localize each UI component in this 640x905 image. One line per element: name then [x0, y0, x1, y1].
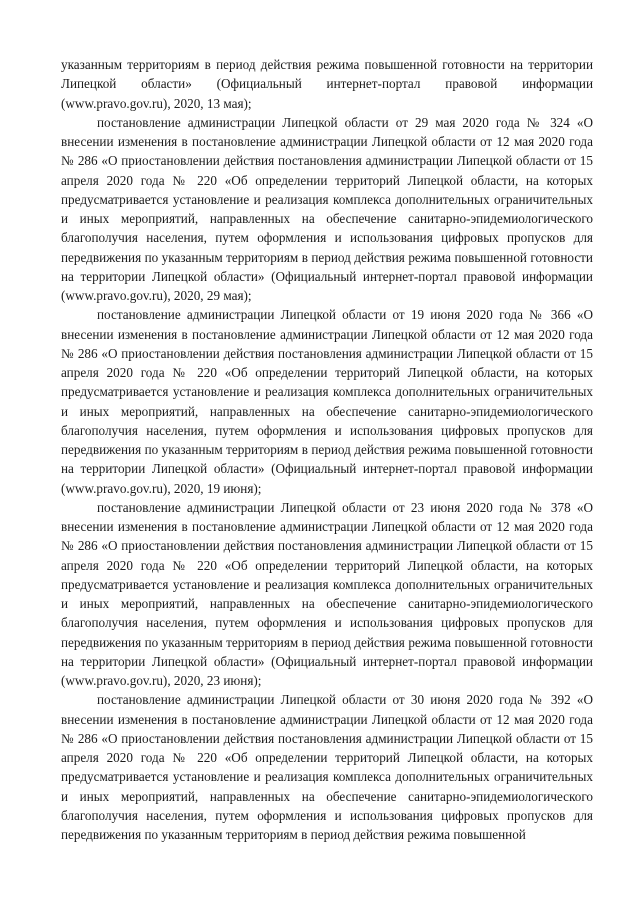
- document-body: [61, 55, 593, 844]
- paragraph-resolution-378: постановление администрации Липецкой области от 23 июня 2020 года № 378 «О внесении изменения в постановление администрации Липецкой области от 12 мая 2020 года № 286 «О приостановлении действия постановления администрации Липецкой области от 15 апреля 2020 года № 220 «Об определении территорий Липецкой области, на которых предусматривается установление и реализация комплекса дополнительных ограничительных и иных мероприятий, направленных на обеспечение санитарно-эпидемиологического благополучия населения, путем оформления и использования цифровых пропусков для передвижения по указанным территориям в период действия режима повышенной готовности на территории Липецкой области» (Официальный интернет-портал правовой информации (www.pravo.gov.ru), 2020, 23 июня);: [61, 499, 593, 688]
- paragraph-resolution-392: постановление администрации Липецкой области от 30 июня 2020 года № 392 «О внесении изменения в постановление администрации Липецкой области от 12 мая 2020 года № 286 «О приостановлении действия постановления администрации Липецкой области от 15 апреля 2020 года № 220 «Об определении территорий Липецкой области, на которых предусматривается установление и реализация комплекса дополнительных ограничительных и иных мероприятий, направленных на обеспечение санитарно-эпидемиологического благополучия населения, путем оформления и использования цифровых пропусков для передвижения по указанным территориям в период действия режима повышенной: [61, 692, 593, 842]
- paragraph-resolution-366: постановление администрации Липецкой области от 19 июня 2020 года № 366 «О внесении изменения в постановление администрации Липецкой области от 12 мая 2020 года № 286 «О приостановлении действия постановления администрации Липецкой области от 15 апреля 2020 года № 220 «Об определении территорий Липецкой области, на которых предусматривается установление и реализация комплекса дополнительных ограничительных и иных мероприятий, направленных на обеспечение санитарно-эпидемиологического благополучия населения, путем оформления и использования цифровых пропусков для передвижения по указанным территориям в период действия режима повышенной готовности на территории Липецкой области» (Официальный интернет-портал правовой информации (www.pravo.gov.ru), 2020, 19 июня);: [61, 307, 593, 496]
- paragraph-continuation: указанным территориям в период действия режима повышенной готовности на территории Липецкой области» (Официальный интернет-портал правовой информации (www.pravo.gov.ru), 2020, 13 мая);: [61, 57, 593, 111]
- paragraph-resolution-324: постановление администрации Липецкой области от 29 мая 2020 года № 324 «О внесении изменения в постановление администрации Липецкой области от 12 мая 2020 года № 286 «О приостановлении действия постановления администрации Липецкой области от 15 апреля 2020 года № 220 «Об определении территорий Липецкой области, на которых предусматривается установление и реализация комплекса дополнительных ограничительных и иных мероприятий, направленных на обеспечение санитарно-эпидемиологического благополучия населения, путем оформления и использования цифровых пропусков для передвижения по указанным территориям в период действия режима повышенной готовности на территории Липецкой области» (Официальный интернет-портал правовой информации (www.pravo.gov.ru), 2020, 29 мая);: [61, 114, 593, 303]
